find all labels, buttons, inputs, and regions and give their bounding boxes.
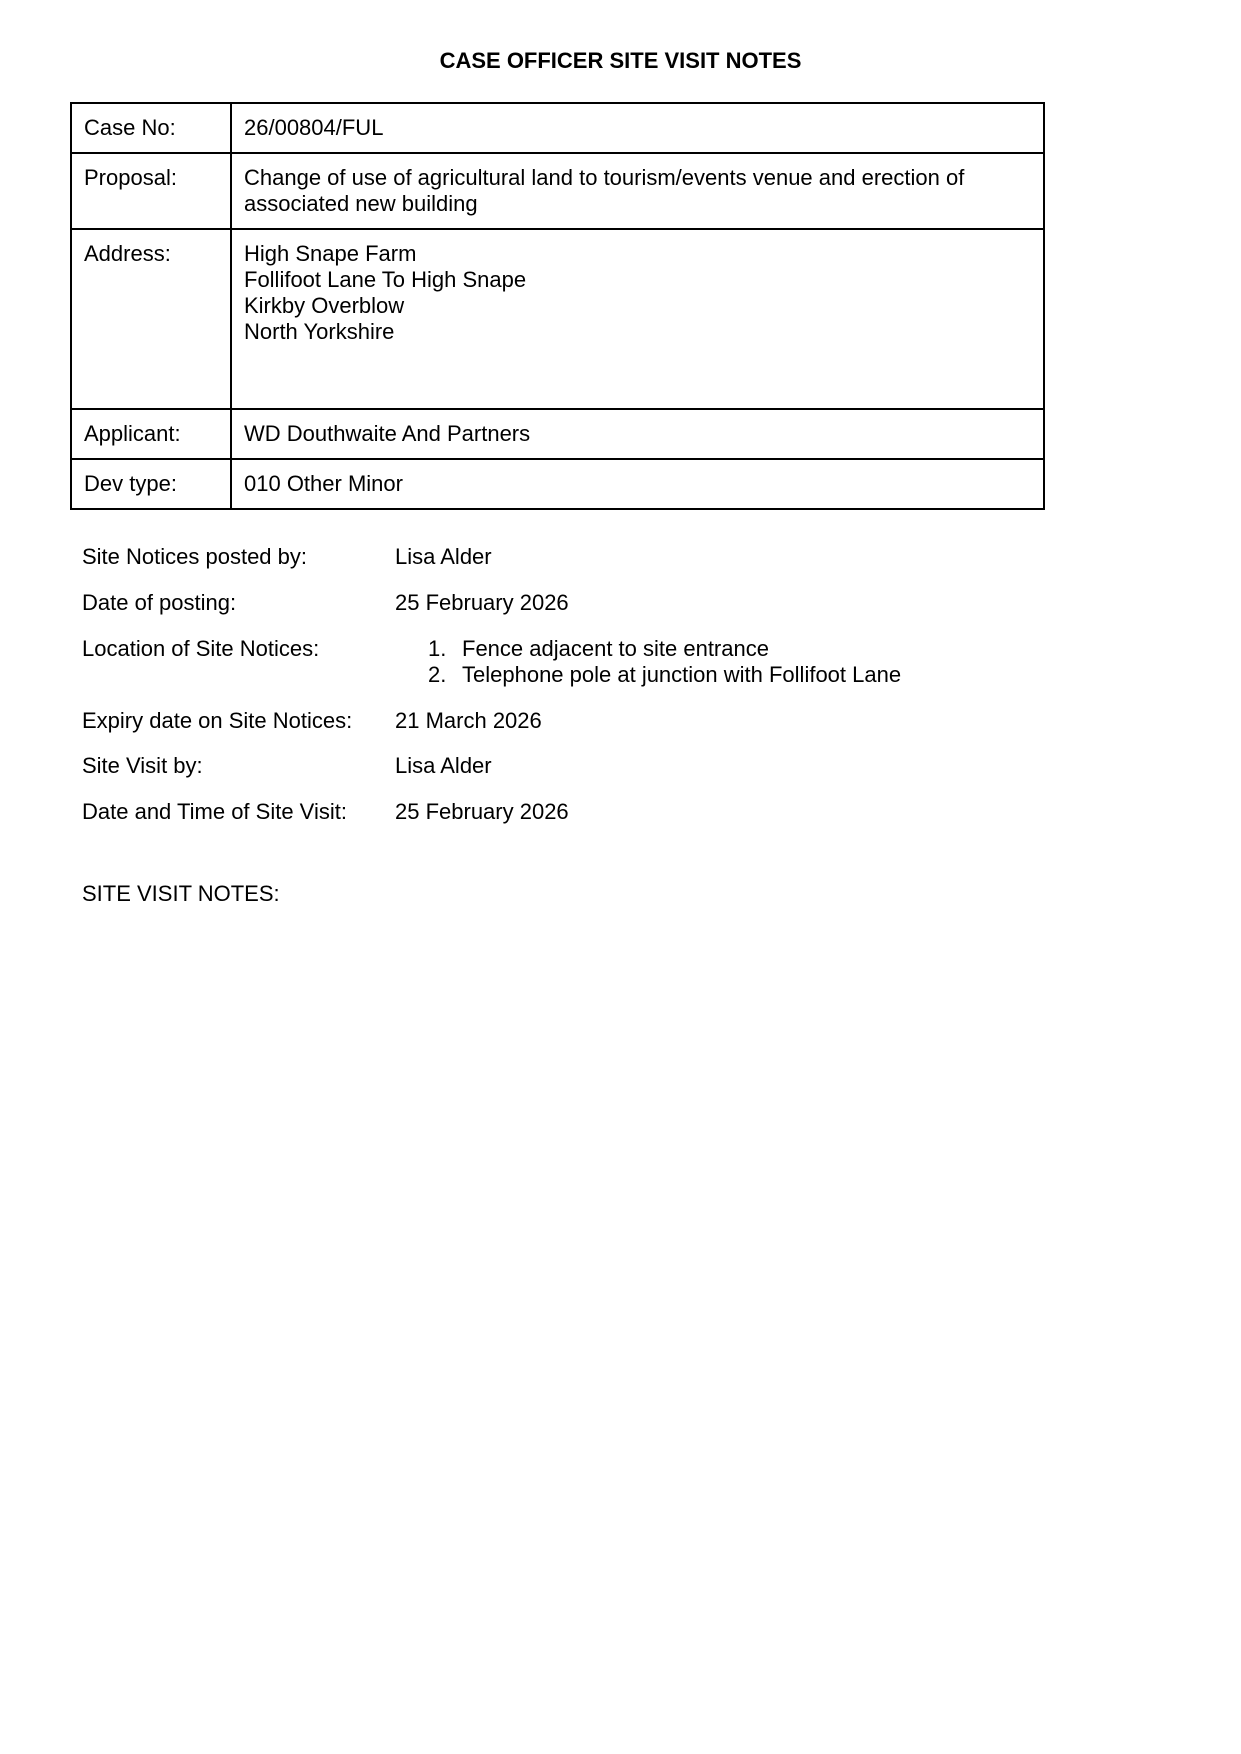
- site-visit-by-value: Lisa Alder: [395, 753, 492, 779]
- location-item-text: Telephone pole at junction with Follifoot Lane: [462, 661, 902, 687]
- case-no-label: Case No:: [71, 103, 231, 153]
- visit-datetime-label: Date and Time of Site Visit:: [82, 799, 347, 825]
- address-line-2: Follifoot Lane To High Snape: [244, 266, 527, 292]
- table-row-proposal: [71, 153, 1044, 229]
- table-row-dev-type: [71, 459, 1044, 509]
- site-visit-by-label: Site Visit by:: [82, 753, 203, 779]
- visit-datetime-row: [82, 799, 1171, 825]
- posted-by-value: Lisa Alder: [395, 543, 492, 569]
- case-no-value: 26/00804/FUL: [231, 103, 1044, 153]
- location-list-item: [428, 636, 1171, 662]
- site-visit-by-row: [82, 753, 1171, 779]
- page-title: CASE OFFICER SITE VISIT NOTES: [439, 48, 802, 73]
- location-list-item: [428, 662, 1171, 688]
- site-notices-section: [70, 544, 1171, 826]
- table-row-address: [71, 229, 1044, 409]
- location-item-number: 1.: [428, 635, 447, 661]
- address-line-3: Kirkby Overblow: [244, 292, 405, 318]
- table-row-applicant: [71, 409, 1044, 459]
- visit-datetime-value: 25 February 2026: [395, 799, 569, 825]
- posted-by-row: [82, 544, 1171, 570]
- address-label: Address:: [71, 229, 231, 409]
- table-row-case-no: [71, 103, 1044, 153]
- expiry-date-label: Expiry date on Site Notices:: [82, 707, 353, 733]
- proposal-label: Proposal:: [71, 153, 231, 229]
- location-item-text: Fence adjacent to site entrance: [462, 635, 769, 661]
- address-value: [231, 229, 1044, 409]
- address-line-1: High Snape Farm: [244, 240, 417, 266]
- location-list: [395, 636, 1171, 688]
- address-line-4: North Yorkshire: [244, 318, 395, 344]
- case-details-table: [70, 102, 1045, 510]
- location-label: Location of Site Notices:: [82, 635, 320, 661]
- proposal-value: Change of use of agricultural land to tourism/events venue and erection of associated new building: [231, 153, 1044, 229]
- applicant-value: WD Douthwaite And Partners: [231, 409, 1044, 459]
- date-of-posting-label: Date of posting:: [82, 589, 237, 615]
- date-of-posting-row: [82, 590, 1171, 616]
- dev-type-value: 010 Other Minor: [231, 459, 1044, 509]
- expiry-date-row: [82, 708, 1171, 734]
- location-of-site-notices-row: [82, 636, 1171, 688]
- site-visit-notes-heading: SITE VISIT NOTES:: [82, 881, 280, 907]
- dev-type-label: Dev type:: [71, 459, 231, 509]
- applicant-label: Applicant:: [71, 409, 231, 459]
- location-item-number: 2.: [428, 661, 447, 687]
- expiry-date-value: 21 March 2026: [395, 707, 542, 733]
- date-of-posting-value: 25 February 2026: [395, 589, 569, 615]
- posted-by-label: Site Notices posted by:: [82, 543, 308, 569]
